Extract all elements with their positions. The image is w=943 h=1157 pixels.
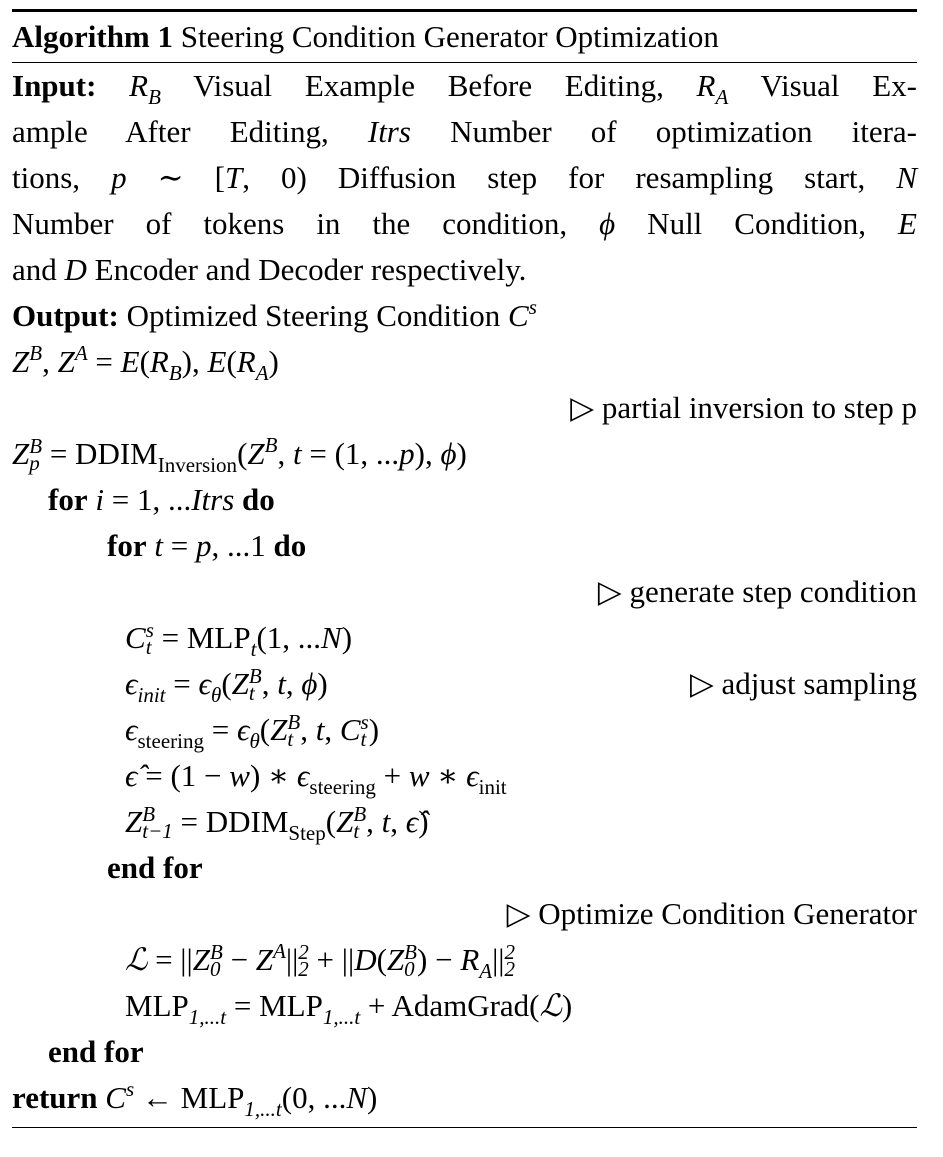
text-segment: , (285, 666, 302, 701)
math-superscript: B (29, 433, 43, 458)
keyword: for (48, 482, 88, 517)
text-segment: Z (12, 344, 30, 379)
algorithm-line (12, 155, 917, 201)
text-segment: , (366, 804, 382, 839)
text-segment: + AdamGrad( (360, 988, 540, 1023)
text-segment: = (203, 712, 237, 747)
text-segment: ample After Editing, (12, 114, 368, 149)
text-segment: + (375, 758, 409, 793)
text-segment: Z (231, 666, 249, 701)
algorithm-line (12, 891, 917, 937)
text-segment: θ (249, 729, 260, 753)
algorithm-block (12, 9, 917, 1128)
keyword: Input: (12, 68, 97, 103)
text-segment: = (165, 666, 199, 701)
math-superscript: 2 (504, 939, 515, 964)
keyword: do (242, 482, 275, 517)
text-segment: , (42, 344, 58, 379)
text-segment: = (1, ... (301, 436, 400, 471)
bottom-rule (12, 1127, 917, 1128)
text-segment: ← MLP (134, 1080, 245, 1115)
algorithm-line (12, 707, 917, 753)
text-segment: , (300, 712, 316, 747)
text-segment: ) − (417, 942, 461, 977)
text-segment: N (896, 160, 917, 195)
text-segment: t (277, 666, 286, 701)
text-segment: ϵ (296, 758, 310, 793)
algorithm-title (12, 12, 917, 62)
text-segment: ϵ (236, 712, 250, 747)
math-sup-sub (29, 433, 43, 475)
text-segment: Z (125, 804, 143, 839)
text-segment: E (120, 344, 140, 379)
text-segment: Visual Example Before Editing, (160, 68, 697, 103)
text-segment: steering (309, 775, 376, 799)
math-sup-sub (287, 709, 301, 751)
text-segment: A (715, 85, 729, 109)
keyword: Output: (12, 298, 119, 333)
text-segment: B (168, 361, 182, 385)
text-segment: C (105, 1080, 126, 1115)
math-superscript: B (209, 939, 223, 964)
text-segment: Visual Ex- (728, 68, 918, 103)
text-segment: Itrs (367, 114, 411, 149)
text-segment: ), (414, 436, 441, 471)
text-segment: i (95, 482, 104, 517)
text-segment: ϵ (125, 712, 138, 747)
algorithm-line (12, 937, 917, 983)
text-segment: ) (456, 436, 467, 471)
math-superscript: 2 (298, 939, 309, 964)
text-segment: p (195, 528, 212, 563)
text-segment: , ...1 (211, 528, 274, 563)
text-segment: init (478, 775, 507, 799)
keyword: return (12, 1080, 98, 1115)
math-superscript: s (145, 617, 154, 642)
algorithm-line (12, 983, 917, 1029)
text-segment: N (321, 620, 342, 655)
text-segment: B (264, 433, 278, 457)
math-sup-sub (142, 801, 173, 843)
text-segment: + || (308, 942, 355, 977)
text-segment: D (64, 252, 87, 287)
text-segment: MLP (125, 988, 189, 1023)
text-segment: 1,...t (322, 1005, 361, 1029)
text-segment: || (285, 942, 299, 977)
algorithm-line (12, 569, 917, 615)
text-segment: ϕ (599, 206, 616, 241)
algorithm-line (12, 845, 917, 891)
text-segment: R (129, 68, 149, 103)
text-segment: R (460, 942, 480, 977)
algorithm-body (12, 63, 917, 1121)
text-segment: ) (317, 666, 328, 701)
algorithm-line (12, 477, 917, 523)
text-segment: = MLP (153, 620, 251, 655)
text-segment: ( (259, 712, 271, 747)
text-segment: 1,...t (244, 1097, 282, 1121)
text-segment: A (74, 341, 88, 365)
text-segment: Z (12, 436, 30, 471)
text-segment: E (207, 344, 227, 379)
text-segment: ) (561, 988, 573, 1023)
keyword: end for (48, 1034, 144, 1069)
text-segment: Encoder and Decoder respectively. (86, 252, 527, 287)
text-segment: ℒ (539, 988, 562, 1023)
algorithm-line (12, 109, 917, 155)
text-segment: ϵ̂ (125, 758, 138, 793)
text-segment: ϵ (198, 666, 211, 701)
text-segment: E (898, 206, 917, 241)
text-segment: , (390, 804, 406, 839)
algorithm-line (12, 1029, 917, 1075)
algorithm-line (12, 385, 917, 431)
text-segment: ∼ [ (126, 160, 225, 195)
math-sup-sub (248, 663, 262, 705)
algorithm-comment: ▷ adjust sampling (689, 666, 917, 701)
keyword: Algorithm 1 (12, 19, 174, 54)
text-segment: t (381, 804, 391, 839)
algorithm-line (12, 1075, 917, 1121)
text-segment: ), (181, 344, 208, 379)
text-segment: C (508, 298, 529, 333)
text-segment: B (29, 341, 43, 365)
text-segment: ϵ (466, 758, 479, 793)
text-segment: steering (137, 729, 204, 753)
text-segment: || (492, 942, 505, 977)
math-subscript: t−1 (142, 818, 173, 843)
math-sup-sub (209, 939, 223, 981)
text-segment: ( (139, 344, 150, 379)
text-segment: s (125, 1077, 135, 1101)
text-segment: Z (57, 344, 75, 379)
text-segment: R (149, 344, 169, 379)
algorithm-line (12, 293, 917, 339)
text-segment: t (154, 528, 163, 563)
text-segment: ( (376, 942, 387, 977)
algorithm-comment: ▷ Optimize Condition Generator (506, 896, 917, 931)
keyword: do (273, 528, 307, 563)
text-segment: Number of optimization itera- (410, 114, 917, 149)
text-segment: t (250, 637, 257, 661)
algorithm-line (12, 753, 917, 799)
keyword: end for (107, 850, 203, 885)
text-segment: Null Condition, (615, 206, 899, 241)
text-segment: ) (368, 712, 380, 747)
math-subscript: p (29, 450, 40, 475)
text-segment: Z (192, 942, 210, 977)
text-segment: ℒ (125, 942, 148, 977)
keyword: for (107, 528, 147, 563)
text-segment: , 0) Diffusion step for resampling start, (242, 160, 897, 195)
math-sup-sub (360, 709, 369, 751)
text-segment: = (87, 344, 121, 379)
math-superscript: B (142, 801, 156, 826)
algorithm-line (12, 339, 917, 385)
math-sup-sub (504, 939, 516, 981)
text-segment: w (229, 758, 250, 793)
algorithm-line (12, 247, 917, 293)
algorithm-comment: ▷ partial inversion to step p (570, 390, 917, 425)
text-segment: ϵ (125, 666, 138, 701)
text-segment: = 1, ... (103, 482, 192, 517)
text-segment: ( (237, 436, 248, 471)
text-segment: B (148, 85, 161, 109)
text-segment: s (528, 295, 537, 319)
text-segment: = (162, 528, 196, 563)
math-sup-sub (145, 617, 154, 659)
text-segment: ( (226, 344, 237, 379)
text-segment: , (277, 436, 293, 471)
text-segment: = || (147, 942, 193, 977)
text-segment: tions, (12, 160, 112, 195)
text-segment: θ (211, 683, 222, 707)
text-segment: ) (418, 804, 429, 839)
text-segment: = DDIM (42, 436, 158, 471)
math-subscript: t (360, 726, 367, 751)
math-superscript: B (404, 939, 417, 964)
algorithm-line (12, 615, 917, 661)
text-segment: ϕ (440, 436, 457, 471)
text-segment: t (292, 436, 302, 471)
text-segment: 1,...t (188, 1005, 227, 1029)
algorithm-line (12, 63, 917, 109)
text-segment: C (125, 620, 146, 655)
text-segment: ) (341, 620, 353, 655)
math-superscript: s (360, 709, 369, 734)
math-subscript: 0 (404, 956, 415, 981)
text-segment: Optimized Steering Condition (118, 298, 508, 333)
text-segment: ( (221, 666, 232, 701)
text-segment: (0, ... (281, 1080, 347, 1115)
math-subscript: t (145, 634, 152, 659)
text-segment: ) (268, 344, 279, 379)
text-segment (96, 68, 129, 103)
text-segment: w (408, 758, 430, 793)
text-segment: init (137, 683, 166, 707)
math-subscript: t (287, 726, 294, 751)
text-segment: T (224, 160, 243, 195)
text-segment: − (222, 942, 256, 977)
math-subscript: t (353, 818, 360, 843)
text-segment: = MLP (226, 988, 323, 1023)
text-segment: , (324, 712, 340, 747)
text-segment: Step (288, 821, 326, 845)
math-subscript: 0 (209, 956, 221, 981)
text-segment: Number of tokens in the condition, (12, 206, 600, 241)
math-superscript: B (353, 801, 367, 826)
text-segment: Z (255, 942, 274, 977)
text-segment: ϕ (301, 666, 318, 701)
algorithm-comment: ▷ generate step condition (597, 574, 917, 609)
text-segment: A (273, 939, 286, 963)
text-segment: N (346, 1080, 368, 1115)
math-superscript: B (287, 709, 301, 734)
text-segment: and (12, 252, 65, 287)
math-sup-sub (298, 939, 309, 981)
algorithm-line (12, 799, 917, 845)
text-segment: ) (367, 1080, 378, 1115)
math-subscript: t (248, 680, 255, 705)
text-segment: Itrs (191, 482, 235, 517)
math-subscript: 2 (298, 956, 309, 981)
text-segment: Z (270, 712, 288, 747)
text-segment: ϵ̂ (405, 804, 419, 839)
text-segment: R (696, 68, 716, 103)
text-segment: ∗ (429, 758, 467, 793)
text-segment: Z (336, 804, 354, 839)
math-subscript: 2 (504, 956, 515, 981)
text-segment: ( (325, 804, 337, 839)
text-segment: A (479, 959, 493, 983)
math-superscript: B (248, 663, 262, 688)
algorithm-line (12, 201, 917, 247)
text-segment: R (236, 344, 256, 379)
text-segment: p (111, 160, 127, 195)
text-segment: Steering Condition Generator Optimization (173, 19, 719, 54)
text-segment: t (315, 712, 325, 747)
text-segment: = (1 − (137, 758, 230, 793)
algorithm-line (12, 661, 917, 707)
text-segment (234, 482, 242, 517)
algorithm-line (12, 523, 917, 569)
text-segment: (1, ... (256, 620, 322, 655)
text-segment: Z (247, 436, 265, 471)
text-segment: p (399, 436, 415, 471)
text-segment: ) ∗ (249, 758, 297, 793)
text-segment: = DDIM (172, 804, 289, 839)
text-segment: Z (386, 942, 405, 977)
text-segment: Inversion (157, 453, 238, 477)
text-segment: D (354, 942, 377, 977)
text-segment: A (255, 361, 269, 385)
text-segment: , (261, 666, 278, 701)
math-sup-sub (404, 939, 417, 981)
math-sup-sub (353, 801, 367, 843)
algorithm-line (12, 431, 917, 477)
text-segment: C (339, 712, 361, 747)
